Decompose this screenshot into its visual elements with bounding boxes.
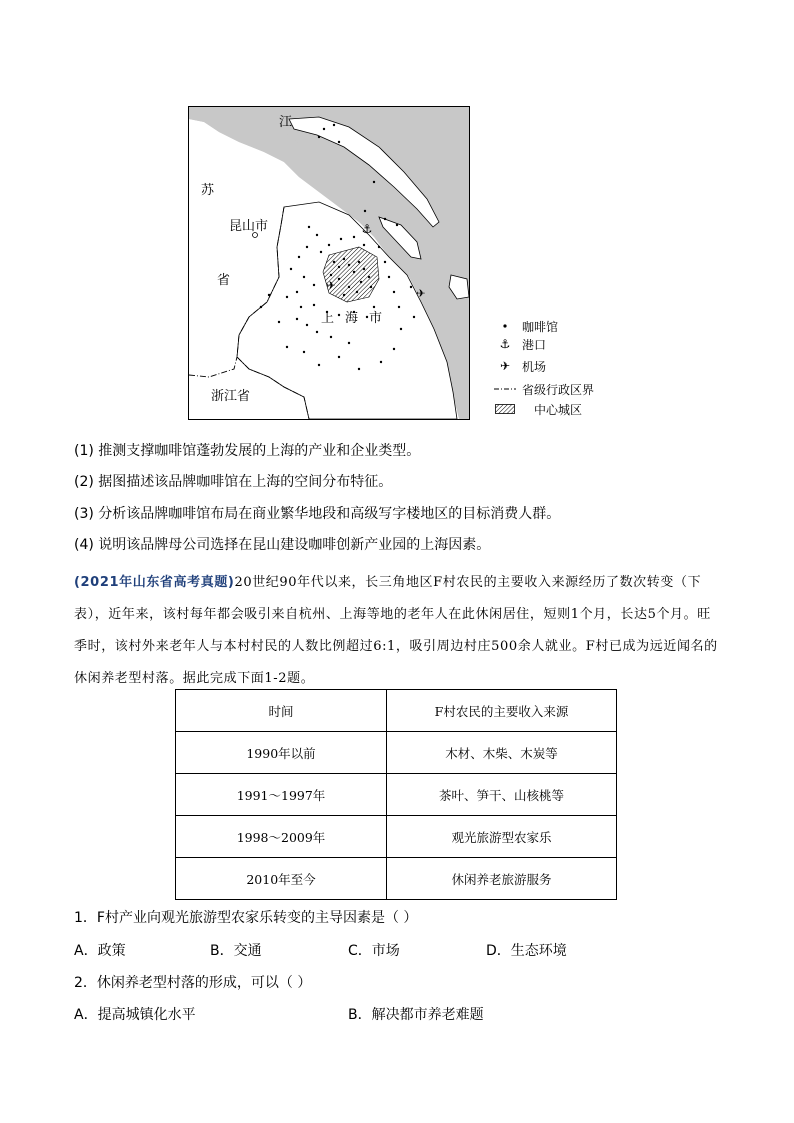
table-cell-income: 茶叶、笋干、山核桃等 [387, 774, 617, 816]
map-label-shanghai-2: 海 [345, 311, 359, 326]
legend-item-boundary [494, 381, 594, 397]
passage [74, 567, 724, 695]
cafe-dot-icon [494, 322, 516, 330]
legend-item-central-city [494, 401, 582, 417]
mcq-1-stem: 1．F村产业向观光旅游型农家乐转变的主导因素是（ ） [74, 910, 418, 926]
table-cell-time: 1990年以前 [176, 732, 387, 774]
table-cell-time: 1998～2009年 [176, 816, 387, 858]
map-label-jiang: 江 [279, 115, 293, 130]
port-anchor-icon: ⚓ [361, 222, 373, 236]
map-label-shanghai-3: 市 [369, 311, 383, 326]
map-label-su: 苏 [201, 183, 215, 198]
table-header-income: F村农民的主要收入来源 [387, 690, 617, 732]
map-label-sheng: 省 [217, 273, 231, 288]
table-row [176, 816, 617, 858]
boundary-line-icon [494, 386, 516, 392]
map-label-shanghai-1: 上 [321, 311, 335, 326]
income-source-table [175, 689, 617, 900]
airport-plane-icon-east: ✈ [416, 287, 426, 300]
question-2: (2) 据图描述该品牌咖啡馆在上海的空间分布特征。 [74, 474, 393, 490]
table-cell-income: 休闲养老旅游服务 [387, 858, 617, 900]
table-header-row [176, 690, 617, 732]
legend-label: 机场 [522, 359, 547, 374]
table-header-time: 时间 [176, 690, 387, 732]
legend-item-port [494, 336, 546, 352]
map-label-zhejiang: 浙江省 [211, 389, 251, 404]
airport-plane-icon-west: ✈ [326, 279, 336, 292]
passage-text: 20世纪90年代以来，长三角地区F村农民的主要收入来源经历了数次转变（下表），近年来，该村每年都会吸引来自杭州、上海等地的老年人在此休闲居住，短则1个月，长达5个月。旺季时，该村外来老年人与本村村民的人数比例超过6:1，吸引周边村庄500余人就业。F村已成为远近闻名的休闲养老型村落。据此完成下面1-2题。 [74, 575, 718, 686]
mcq-1-option-d: D．生态环境 [486, 943, 567, 959]
legend-label: 港口 [522, 337, 547, 352]
mcq-1-option-c: C．市场 [348, 943, 400, 959]
table-row [176, 774, 617, 816]
port-anchor-icon: ⚓ [499, 337, 511, 351]
legend-label: 中心城区 [534, 402, 583, 417]
provincial-boundary-west [189, 357, 237, 377]
shanghai-cafe-map [188, 106, 470, 420]
legend-item-cafe [494, 318, 558, 334]
legend-label: 省级行政区界 [522, 382, 595, 397]
hatched-area-icon [494, 404, 516, 414]
legend-label: 咖啡馆 [522, 319, 559, 334]
mcq-1-option-b: B．交通 [210, 943, 262, 959]
table-cell-income: 观光旅游型农家乐 [387, 816, 617, 858]
map-label-kunshan: 昆山市 [229, 219, 269, 234]
table-cell-income: 木材、木柴、木炭等 [387, 732, 617, 774]
table-row [176, 858, 617, 900]
legend-item-airport [494, 358, 546, 374]
table-row [176, 732, 617, 774]
mcq-2-option-a: A．提高城镇化水平 [74, 1007, 196, 1023]
question-4: (4) 说明该品牌母公司选择在昆山建设咖啡创新产业园的上海因素。 [74, 537, 491, 553]
question-3: (3) 分析该品牌咖啡馆布局在商业繁华地段和高级写字楼地区的目标消费人群。 [74, 506, 561, 522]
map-graphic [189, 107, 469, 419]
mcq-2-option-b: B．解决都市养老难题 [348, 1007, 484, 1023]
mcq-1-option-a: A．政策 [74, 943, 126, 959]
question-1: (1) 推测支撑咖啡馆蓬勃发展的上海的产业和企业类型。 [74, 443, 421, 459]
mcq-2-stem: 2．休闲养老型村落的形成，可以（ ） [74, 975, 312, 991]
table-cell-time: 2010年至今 [176, 858, 387, 900]
airport-plane-icon: ✈ [499, 359, 511, 373]
table-cell-time: 1991～1997年 [176, 774, 387, 816]
passage-source: (2021年山东省高考真题) [74, 575, 235, 590]
